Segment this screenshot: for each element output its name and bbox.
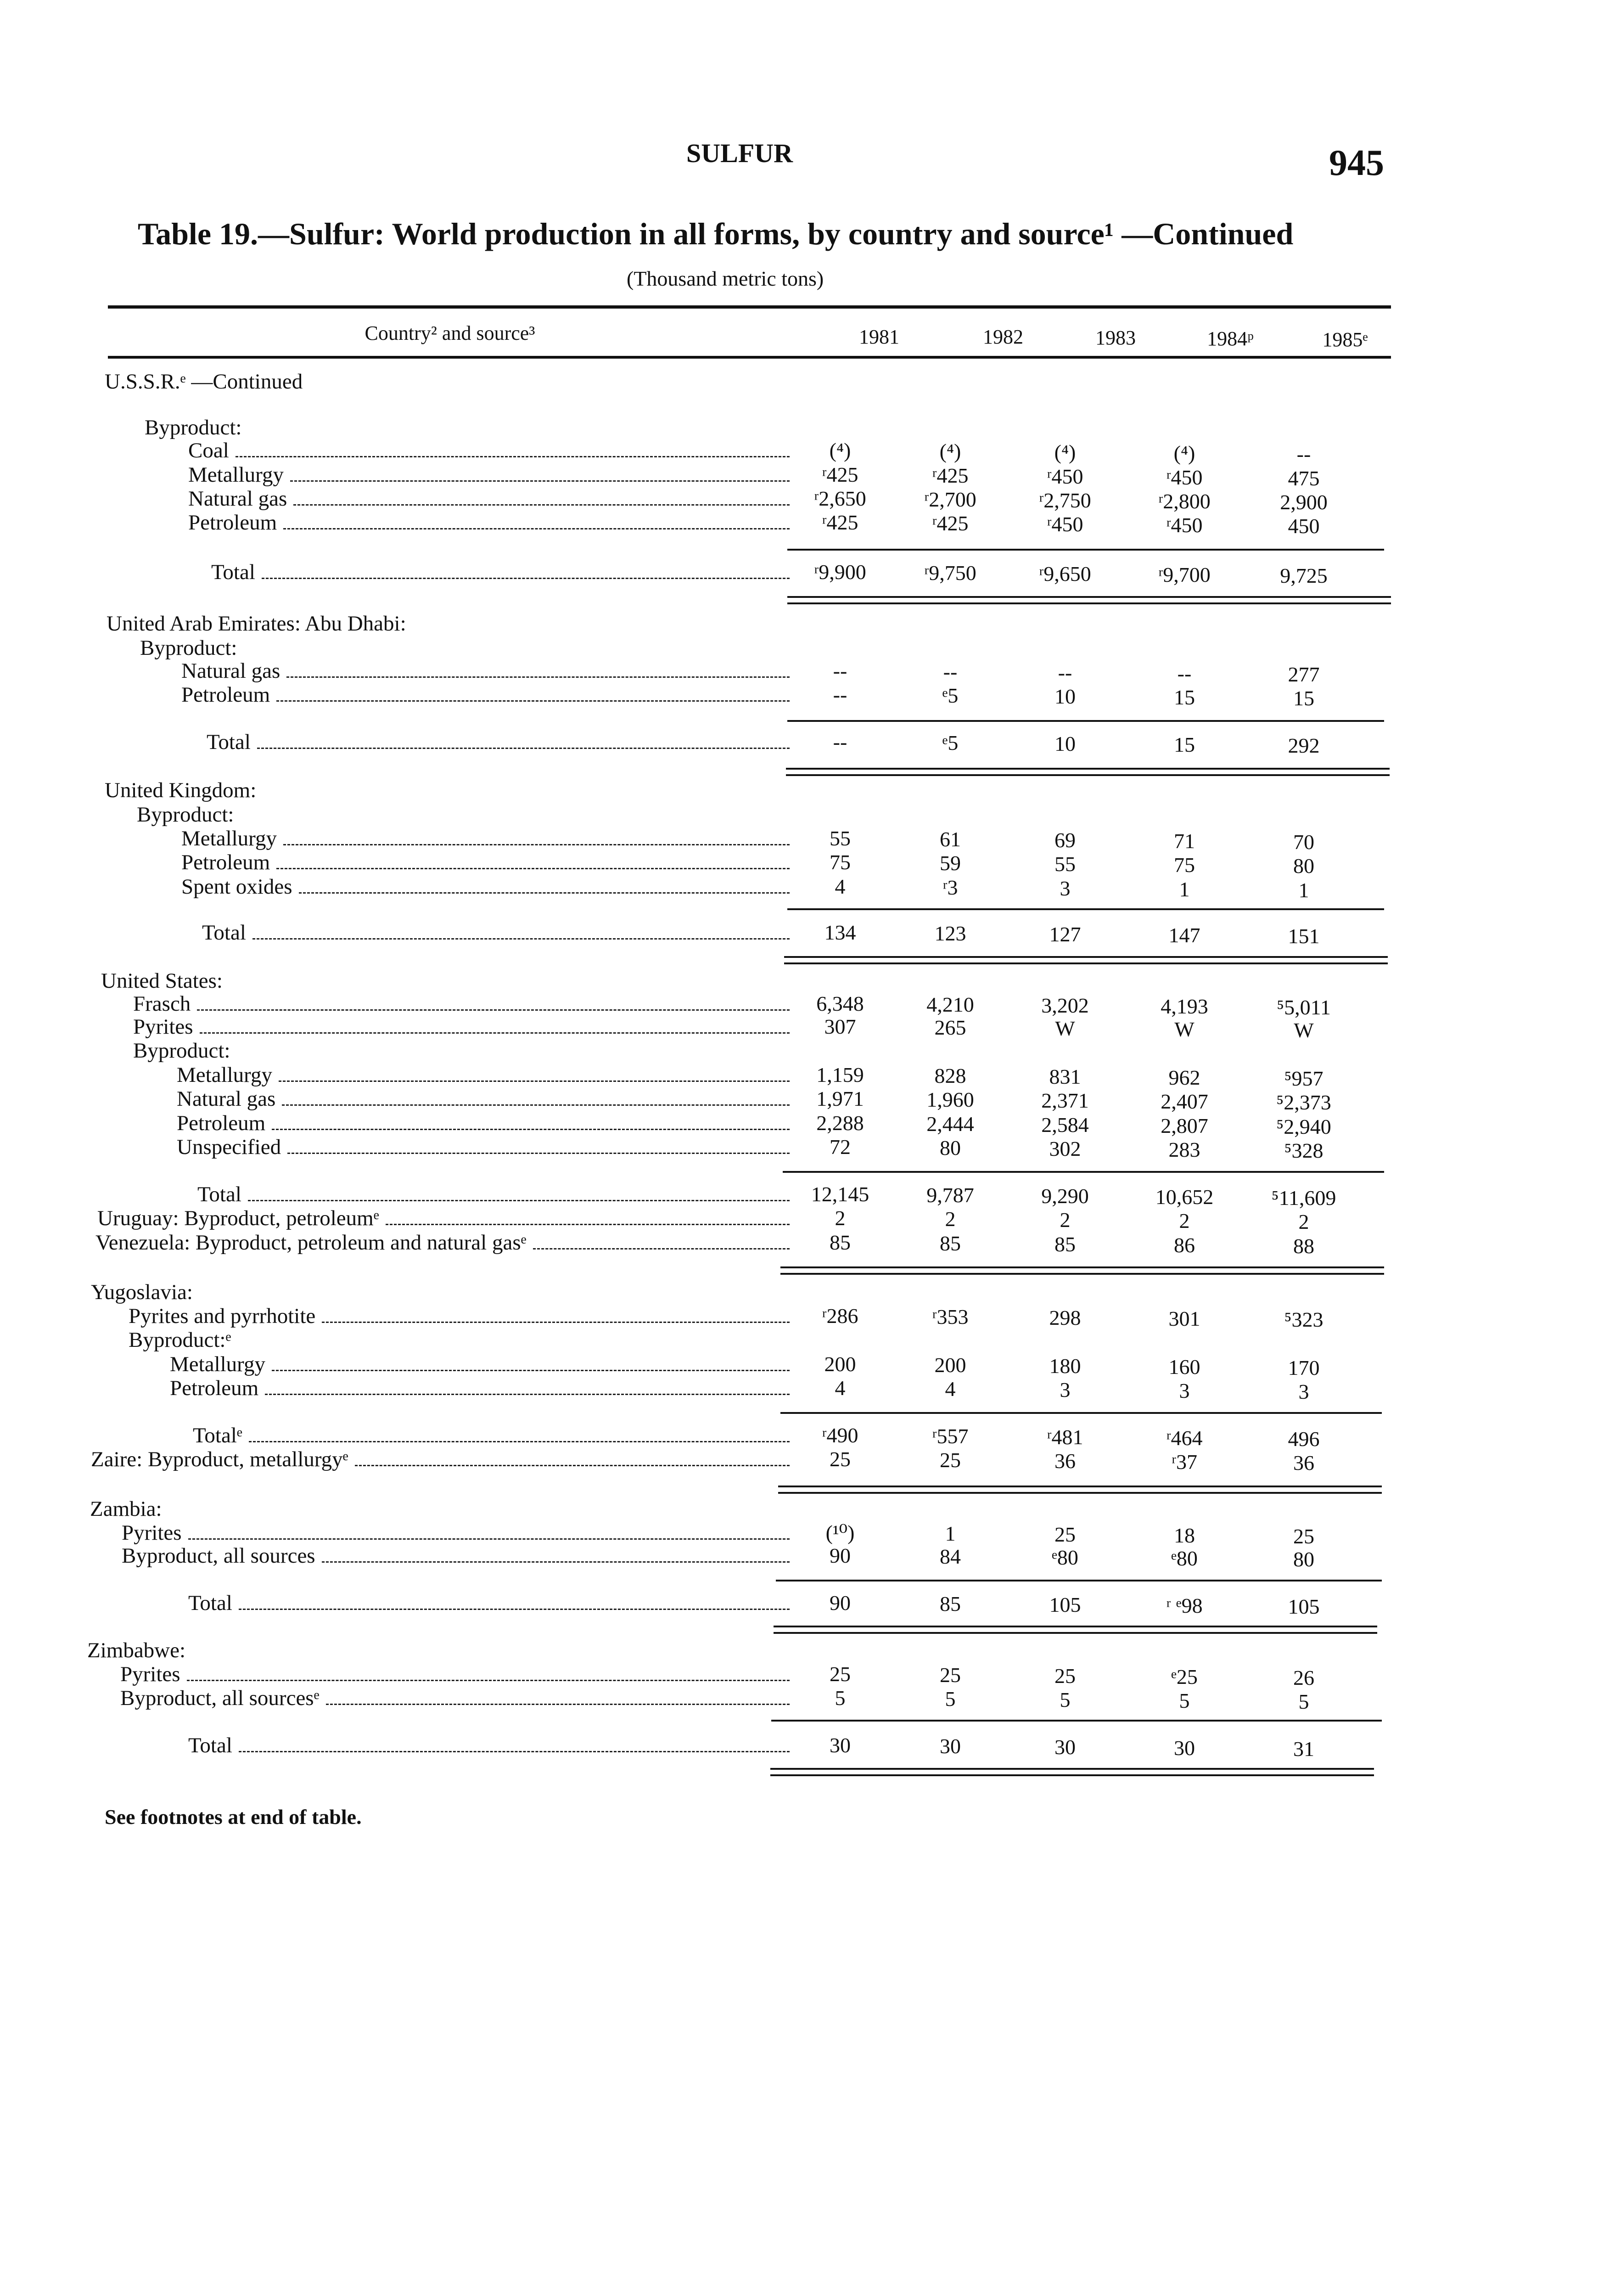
cell-uruguay-byproduct-petroleum-1985: 2 xyxy=(1298,1210,1309,1233)
cell-petroleum-1981: 75 xyxy=(830,850,851,874)
dot-leader xyxy=(265,1394,790,1395)
row-label-byproduct: Byproduct: xyxy=(145,416,242,439)
dot-leader xyxy=(283,528,790,529)
cell-metallurgy-1981: 200 xyxy=(824,1352,856,1376)
subtotal-rule xyxy=(783,1171,1384,1173)
cell-total-1985: 9,725 xyxy=(1280,564,1328,587)
row-label-metallurgy: Metallurgy xyxy=(181,827,277,850)
row-label-petroleum: Petroleum xyxy=(188,511,277,535)
year-header-1985: 1985ᵉ xyxy=(1322,328,1368,351)
row-label-unspecified: Unspecified xyxy=(177,1135,281,1159)
row-label-pyrites: Pyrites xyxy=(133,1015,193,1039)
total-double-rule xyxy=(784,956,1388,958)
cell-natural-gas-1981: -- xyxy=(833,659,847,682)
cell-total-1984: ʳ ᵉ98 xyxy=(1166,1594,1203,1617)
row-label-natural-gas: Natural gas xyxy=(177,1087,276,1111)
row-label-byproduct: Byproduct:ᵉ xyxy=(129,1328,231,1352)
total-double-rule xyxy=(770,1774,1374,1776)
cell-petroleum-1985: ⁵2,940 xyxy=(1276,1115,1331,1138)
cell-pyrites-1982: 1 xyxy=(945,1522,956,1545)
row-label-byproduct: Byproduct: xyxy=(137,803,234,827)
total-double-rule xyxy=(778,1486,1382,1487)
cell-uruguay-byproduct-petroleum-1984: 2 xyxy=(1179,1209,1190,1232)
cell-pyrites-1985: 26 xyxy=(1293,1666,1314,1689)
cell-petroleum-1982: ᵉ5 xyxy=(942,684,959,707)
cell-petroleum-1985: 15 xyxy=(1293,687,1314,710)
cell-pyrites-and-pyrrhotite-1981: ʳ286 xyxy=(822,1304,858,1328)
cell-metallurgy-1985: 475 xyxy=(1288,467,1320,490)
cell-total-1982: 123 xyxy=(934,922,966,945)
cell-byproduct-all-sources-1984: ᵉ80 xyxy=(1171,1547,1198,1570)
cell-natural-gas-1981: 1,971 xyxy=(816,1087,864,1110)
cell-uruguay-byproduct-petroleum-1983: 2 xyxy=(1060,1208,1071,1232)
cell-total-1984: 10,652 xyxy=(1155,1185,1214,1209)
cell-spent-oxides-1981: 4 xyxy=(835,875,846,898)
cell-petroleum-1984: 2,807 xyxy=(1161,1114,1208,1137)
row-label-metallurgy: Metallurgy xyxy=(188,463,284,487)
cell-total-1981: -- xyxy=(833,730,847,754)
dot-leader xyxy=(326,1704,790,1705)
row-label-spent-oxides: Spent oxides xyxy=(181,875,292,899)
cell-metallurgy-1982: ʳ425 xyxy=(932,464,969,487)
cell-petroleum-1981: -- xyxy=(833,683,847,706)
dot-leader xyxy=(239,1609,790,1610)
cell-pyrites-1984: 18 xyxy=(1174,1524,1195,1547)
cell-spent-oxides-1985: 1 xyxy=(1298,878,1309,902)
cell-unspecified-1983: 302 xyxy=(1049,1137,1081,1160)
row-label-total: Total xyxy=(197,1182,241,1206)
row-label-byproduct: Byproduct: xyxy=(133,1039,230,1063)
cell-metallurgy-1984: 160 xyxy=(1168,1355,1200,1379)
cell-natural-gas-1985: ⁵2,373 xyxy=(1276,1091,1331,1114)
total-double-rule xyxy=(786,768,1390,770)
cell-byproduct-all-sources-1983: ᵉ80 xyxy=(1052,1546,1078,1569)
cell-venezuela-byproduct-petroleum-and-natural-gas-1985: 88 xyxy=(1293,1234,1314,1258)
cell-pyrites-and-pyrrhotite-1982: ʳ353 xyxy=(932,1305,969,1328)
cell-total-1984: 147 xyxy=(1168,923,1200,947)
subtotal-rule xyxy=(787,908,1384,910)
cell-total-1984: 15 xyxy=(1174,733,1195,756)
cell-byproduct-all-sources-1984: 5 xyxy=(1179,1689,1190,1712)
cell-total-1982: 85 xyxy=(940,1592,961,1615)
cell-pyrites-and-pyrrhotite-1985: ⁵323 xyxy=(1284,1308,1324,1331)
dot-leader xyxy=(276,700,790,702)
cell-total-1984: ʳ9,700 xyxy=(1158,563,1211,586)
table-title: Table 19.—Sulfur: World production in all forms, by country and source¹ —Continued xyxy=(138,216,1294,251)
dot-leader xyxy=(257,748,790,749)
cell-coal-1981: (⁴) xyxy=(829,439,851,462)
cell-total-1985: 31 xyxy=(1293,1737,1314,1761)
row-label-metallurgy: Metallurgy xyxy=(177,1063,272,1087)
cell-unspecified-1984: 283 xyxy=(1168,1138,1200,1161)
cell-petroleum-1981: 4 xyxy=(835,1376,846,1400)
dot-leader xyxy=(272,1129,790,1130)
dot-leader xyxy=(239,1751,790,1752)
cell-metallurgy-1983: ʳ450 xyxy=(1047,465,1083,488)
total-double-rule xyxy=(774,1632,1377,1634)
dot-leader xyxy=(262,578,790,579)
total-double-rule xyxy=(784,962,1388,964)
footnote: See footnotes at end of table. xyxy=(105,1805,362,1829)
cell-byproduct-all-sources-1982: 84 xyxy=(940,1545,961,1568)
row-label-frasch: Frasch xyxy=(133,992,191,1016)
top-rule xyxy=(108,305,1391,309)
row-label-petroleum: Petroleum xyxy=(181,850,270,874)
cell-metallurgy-1981: 1,159 xyxy=(816,1063,864,1086)
cell-total-1985: 292 xyxy=(1288,734,1320,757)
row-label-petroleum: Petroleum xyxy=(181,683,270,707)
cell-coal-1985: -- xyxy=(1296,442,1311,466)
year-header-1983: 1983 xyxy=(1095,326,1136,349)
cell-natural-gas-1982: ʳ2,700 xyxy=(924,488,976,511)
cell-total-1981: 30 xyxy=(830,1733,851,1757)
cell-metallurgy-1983: 69 xyxy=(1054,828,1076,852)
dot-leader xyxy=(248,1200,790,1201)
cell-venezuela-byproduct-petroleum-and-natural-gas-1982: 85 xyxy=(940,1232,961,1255)
year-header-1982: 1982 xyxy=(983,326,1023,348)
cell-zaire-byproduct-metallurgy-1982: 25 xyxy=(940,1448,961,1472)
cell-pyrites-1985: 25 xyxy=(1293,1525,1314,1548)
cell-pyrites-1983: W xyxy=(1055,1017,1075,1040)
header-rule xyxy=(108,356,1391,359)
cell-total-1984: ʳ464 xyxy=(1166,1426,1203,1450)
cell-petroleum-1983: 2,584 xyxy=(1041,1113,1089,1137)
cell-total-1983: 10 xyxy=(1054,732,1076,755)
row-label-byproduct-all-sources: Byproduct, all sourcesᵉ xyxy=(120,1686,320,1710)
dot-leader xyxy=(272,1370,790,1371)
cell-metallurgy-1981: ʳ425 xyxy=(822,463,858,486)
year-header-1981: 1981 xyxy=(859,326,899,348)
cell-coal-1982: (⁴) xyxy=(939,439,961,463)
cell-zaire-byproduct-metallurgy-1985: 36 xyxy=(1293,1451,1314,1474)
row-label-total: Total xyxy=(188,1591,232,1615)
year-header-1984: 1984ᵖ xyxy=(1207,327,1254,350)
cell-spent-oxides-1984: 1 xyxy=(1179,878,1190,901)
cell-uruguay-byproduct-petroleum-1981: 2 xyxy=(835,1206,846,1230)
cell-pyrites-1984: ᵉ25 xyxy=(1171,1665,1198,1688)
row-label-united-states: United States: xyxy=(101,969,223,993)
cell-metallurgy-1984: 71 xyxy=(1174,829,1195,853)
dot-leader xyxy=(299,892,790,894)
cell-petroleum-1981: ʳ425 xyxy=(822,511,858,534)
cell-frasch-1983: 3,202 xyxy=(1041,994,1089,1017)
dot-leader xyxy=(200,1032,790,1034)
cell-total-1981: 134 xyxy=(824,921,856,944)
row-label-yugoslavia: Yugoslavia: xyxy=(91,1280,193,1304)
cell-natural-gas-1984: ʳ2,800 xyxy=(1158,490,1211,513)
dot-leader xyxy=(188,1538,790,1540)
cell-natural-gas-1983: ʳ2,750 xyxy=(1039,489,1091,512)
cell-total-1982: 9,787 xyxy=(926,1183,974,1207)
cell-byproduct-all-sources-1982: 5 xyxy=(945,1687,956,1711)
dot-leader xyxy=(355,1465,790,1466)
row-label-natural-gas: Natural gas xyxy=(181,659,280,683)
row-label-coal: Coal xyxy=(188,439,229,462)
cell-total-1985: ⁵11,609 xyxy=(1271,1186,1336,1210)
cell-petroleum-1981: 2,288 xyxy=(816,1111,864,1135)
cell-total-1982: ᵉ5 xyxy=(942,731,959,754)
cell-pyrites-1982: 25 xyxy=(940,1663,961,1687)
cell-natural-gas-1983: 2,371 xyxy=(1041,1089,1089,1112)
cell-petroleum-1985: 80 xyxy=(1293,854,1314,878)
cell-petroleum-1983: 10 xyxy=(1054,685,1076,708)
dot-leader xyxy=(533,1248,790,1249)
row-label-byproduct: Byproduct: xyxy=(140,636,237,660)
dot-leader xyxy=(252,938,790,940)
cell-total-1984: 30 xyxy=(1174,1736,1195,1760)
row-label-natural-gas: Natural gas xyxy=(188,487,287,511)
row-label-zambia: Zambia: xyxy=(90,1497,162,1521)
cell-frasch-1984: 4,193 xyxy=(1161,995,1208,1018)
cell-pyrites-1983: 25 xyxy=(1054,1664,1076,1688)
cell-pyrites-1983: 25 xyxy=(1054,1523,1076,1546)
cell-total-1983: ʳ481 xyxy=(1047,1425,1083,1449)
row-label-petroleum: Petroleum xyxy=(170,1376,259,1400)
total-double-rule xyxy=(770,1768,1374,1770)
cell-byproduct-all-sources-1981: 5 xyxy=(835,1686,846,1710)
cell-petroleum-1985: 450 xyxy=(1288,514,1320,538)
cell-total-1982: ʳ557 xyxy=(932,1424,969,1448)
dot-leader xyxy=(236,456,790,457)
cell-zaire-byproduct-metallurgy-1981: 25 xyxy=(830,1447,851,1471)
row-label-total: Total xyxy=(202,921,246,945)
cell-total-1985: 496 xyxy=(1288,1427,1320,1451)
cell-petroleum-1985: 3 xyxy=(1298,1380,1309,1403)
cell-frasch-1981: 6,348 xyxy=(816,992,864,1015)
cell-petroleum-1984: 75 xyxy=(1174,853,1195,877)
cell-total-1985: 105 xyxy=(1288,1595,1320,1618)
cell-pyrites-1981: 25 xyxy=(830,1662,851,1686)
row-label-venezuela-byproduct-petroleum-and-natural-gas: Venezuela: Byproduct, petroleum and natural gasᵉ xyxy=(95,1231,527,1255)
column-label: Country² and source³ xyxy=(365,322,535,344)
row-label-total: Totalᵉ xyxy=(193,1424,242,1447)
cell-zaire-byproduct-metallurgy-1983: 36 xyxy=(1054,1449,1076,1473)
dot-leader xyxy=(293,504,790,506)
cell-natural-gas-1981: ʳ2,650 xyxy=(814,487,866,510)
cell-petroleum-1982: 59 xyxy=(940,851,961,875)
total-double-rule xyxy=(774,1626,1377,1627)
cell-total-1983: 30 xyxy=(1054,1735,1076,1759)
cell-petroleum-1982: 2,444 xyxy=(926,1112,974,1136)
dot-leader xyxy=(283,844,790,845)
cell-metallurgy-1982: 61 xyxy=(940,827,961,851)
cell-venezuela-byproduct-petroleum-and-natural-gas-1983: 85 xyxy=(1054,1232,1076,1256)
cell-metallurgy-1981: 55 xyxy=(830,827,851,850)
row-label-united-arab-emirates-abu-dhabi: United Arab Emirates: Abu Dhabi: xyxy=(107,612,406,636)
cell-total-1983: 105 xyxy=(1049,1593,1081,1616)
total-double-rule xyxy=(780,1266,1384,1268)
cell-natural-gas-1983: -- xyxy=(1058,661,1072,684)
cell-total-1981: ʳ9,900 xyxy=(814,560,866,584)
cell-unspecified-1985: ⁵328 xyxy=(1284,1139,1324,1162)
cell-uruguay-byproduct-petroleum-1982: 2 xyxy=(945,1207,956,1231)
row-label-petroleum: Petroleum xyxy=(177,1111,266,1135)
cell-frasch-1982: 4,210 xyxy=(926,993,974,1016)
cell-natural-gas-1982: -- xyxy=(943,660,958,683)
cell-byproduct-all-sources-1985: 5 xyxy=(1298,1690,1309,1713)
cell-pyrites-1982: 265 xyxy=(934,1016,966,1039)
cell-unspecified-1982: 80 xyxy=(940,1136,961,1159)
cell-pyrites-and-pyrrhotite-1983: 298 xyxy=(1049,1306,1081,1329)
cell-metallurgy-1982: 828 xyxy=(934,1064,966,1087)
cell-natural-gas-1982: 1,960 xyxy=(926,1088,974,1111)
cell-metallurgy-1985: 70 xyxy=(1293,830,1314,854)
cell-petroleum-1983: 3 xyxy=(1060,1378,1071,1401)
cell-frasch-1985: ⁵5,011 xyxy=(1277,996,1331,1019)
row-label-total: Total xyxy=(207,730,251,754)
row-label-pyrites: Pyrites xyxy=(122,1521,182,1545)
row-label-zimbabwe: Zimbabwe: xyxy=(87,1638,186,1662)
row-label-uruguay-byproduct-petroleum: Uruguay: Byproduct, petroleumᵉ xyxy=(97,1206,379,1230)
cell-byproduct-all-sources-1985: 80 xyxy=(1293,1548,1314,1571)
dot-leader xyxy=(322,1561,790,1563)
subtotal-rule xyxy=(776,1580,1382,1581)
cell-pyrites-1981: (¹⁰) xyxy=(825,1521,855,1544)
dot-leader xyxy=(282,1104,790,1106)
cell-total-1982: ʳ9,750 xyxy=(924,561,976,585)
subtotal-rule xyxy=(771,1720,1382,1722)
cell-petroleum-1984: 3 xyxy=(1179,1379,1190,1402)
dot-leader xyxy=(197,1009,790,1011)
cell-petroleum-1982: 4 xyxy=(945,1377,956,1401)
cell-coal-1984: (⁴) xyxy=(1173,441,1195,465)
cell-coal-1983: (⁴) xyxy=(1054,440,1076,464)
total-double-rule xyxy=(778,1492,1382,1494)
total-double-rule xyxy=(780,1273,1384,1275)
cell-total-1985: 151 xyxy=(1288,924,1320,948)
total-double-rule xyxy=(787,602,1391,604)
cell-metallurgy-1982: 200 xyxy=(934,1353,966,1377)
row-label-zaire-byproduct-metallurgy: Zaire: Byproduct, metallurgyᵉ xyxy=(91,1447,348,1471)
dot-leader xyxy=(322,1322,790,1323)
cell-total-1983: 9,290 xyxy=(1041,1184,1089,1208)
cell-venezuela-byproduct-petroleum-and-natural-gas-1984: 86 xyxy=(1174,1233,1195,1257)
cell-total-1981: ʳ490 xyxy=(822,1424,858,1447)
dot-leader xyxy=(279,1080,790,1082)
cell-metallurgy-1984: ʳ450 xyxy=(1166,466,1203,489)
dot-leader xyxy=(287,1153,790,1154)
cell-byproduct-all-sources-1983: 5 xyxy=(1060,1688,1071,1711)
cell-metallurgy-1985: 170 xyxy=(1288,1356,1320,1379)
cell-natural-gas-1985: 2,900 xyxy=(1280,490,1328,514)
cell-pyrites-1985: W xyxy=(1294,1019,1314,1042)
cell-petroleum-1983: 55 xyxy=(1054,852,1076,876)
cell-petroleum-1984: 15 xyxy=(1174,686,1195,709)
row-label-united-kingdom: United Kingdom: xyxy=(105,778,257,802)
dot-leader xyxy=(286,676,790,678)
cell-petroleum-1984: ʳ450 xyxy=(1166,513,1203,537)
cell-total-1981: 90 xyxy=(830,1591,851,1615)
cell-metallurgy-1983: 831 xyxy=(1049,1065,1081,1088)
cell-spent-oxides-1982: ʳ3 xyxy=(942,876,958,899)
cell-natural-gas-1984: 2,407 xyxy=(1161,1090,1208,1113)
dot-leader xyxy=(276,868,790,869)
row-label-u-s-s-r-continued: U.S.S.R.ᵉ —Continued xyxy=(105,370,303,394)
row-label-total: Total xyxy=(188,1733,232,1757)
cell-total-1981: 12,145 xyxy=(811,1182,869,1206)
cell-petroleum-1983: ʳ450 xyxy=(1047,512,1083,536)
row-label-pyrites: Pyrites xyxy=(120,1662,180,1686)
cell-venezuela-byproduct-petroleum-and-natural-gas-1981: 85 xyxy=(830,1231,851,1254)
cell-metallurgy-1985: ⁵957 xyxy=(1284,1067,1324,1090)
cell-natural-gas-1984: -- xyxy=(1177,662,1192,685)
page-number: 945 xyxy=(1329,143,1384,183)
cell-total-1982: 30 xyxy=(940,1734,961,1758)
total-double-rule xyxy=(787,596,1391,598)
cell-byproduct-all-sources-1981: 90 xyxy=(830,1544,851,1567)
cell-pyrites-1981: 307 xyxy=(824,1015,856,1038)
cell-petroleum-1982: ʳ425 xyxy=(932,512,969,535)
cell-pyrites-1984: W xyxy=(1174,1018,1195,1041)
subtotal-rule xyxy=(787,720,1384,722)
cell-zaire-byproduct-metallurgy-1984: ʳ37 xyxy=(1172,1450,1197,1474)
cell-pyrites-and-pyrrhotite-1984: 301 xyxy=(1168,1307,1200,1330)
cell-total-1983: ʳ9,650 xyxy=(1039,562,1091,585)
dot-leader xyxy=(290,480,790,482)
row-label-metallurgy: Metallurgy xyxy=(170,1352,265,1376)
total-double-rule xyxy=(786,774,1390,776)
dot-leader xyxy=(386,1224,790,1225)
subtotal-rule xyxy=(787,549,1384,551)
cell-metallurgy-1983: 180 xyxy=(1049,1354,1081,1378)
row-label-pyrites-and-pyrrhotite: Pyrites and pyrrhotite xyxy=(129,1304,316,1328)
cell-spent-oxides-1983: 3 xyxy=(1060,877,1071,900)
cell-natural-gas-1985: 277 xyxy=(1288,663,1320,686)
table-units: (Thousand metric tons) xyxy=(627,267,824,290)
row-label-byproduct-all-sources: Byproduct, all sources xyxy=(122,1544,315,1568)
dot-leader xyxy=(249,1441,790,1442)
cell-metallurgy-1984: 962 xyxy=(1168,1066,1200,1089)
subtotal-rule xyxy=(780,1412,1382,1414)
cell-total-1983: 127 xyxy=(1049,923,1081,946)
cell-unspecified-1981: 72 xyxy=(830,1135,851,1159)
running-head: SULFUR xyxy=(686,138,793,168)
dot-leader xyxy=(187,1680,790,1681)
row-label-total: Total xyxy=(211,560,255,584)
